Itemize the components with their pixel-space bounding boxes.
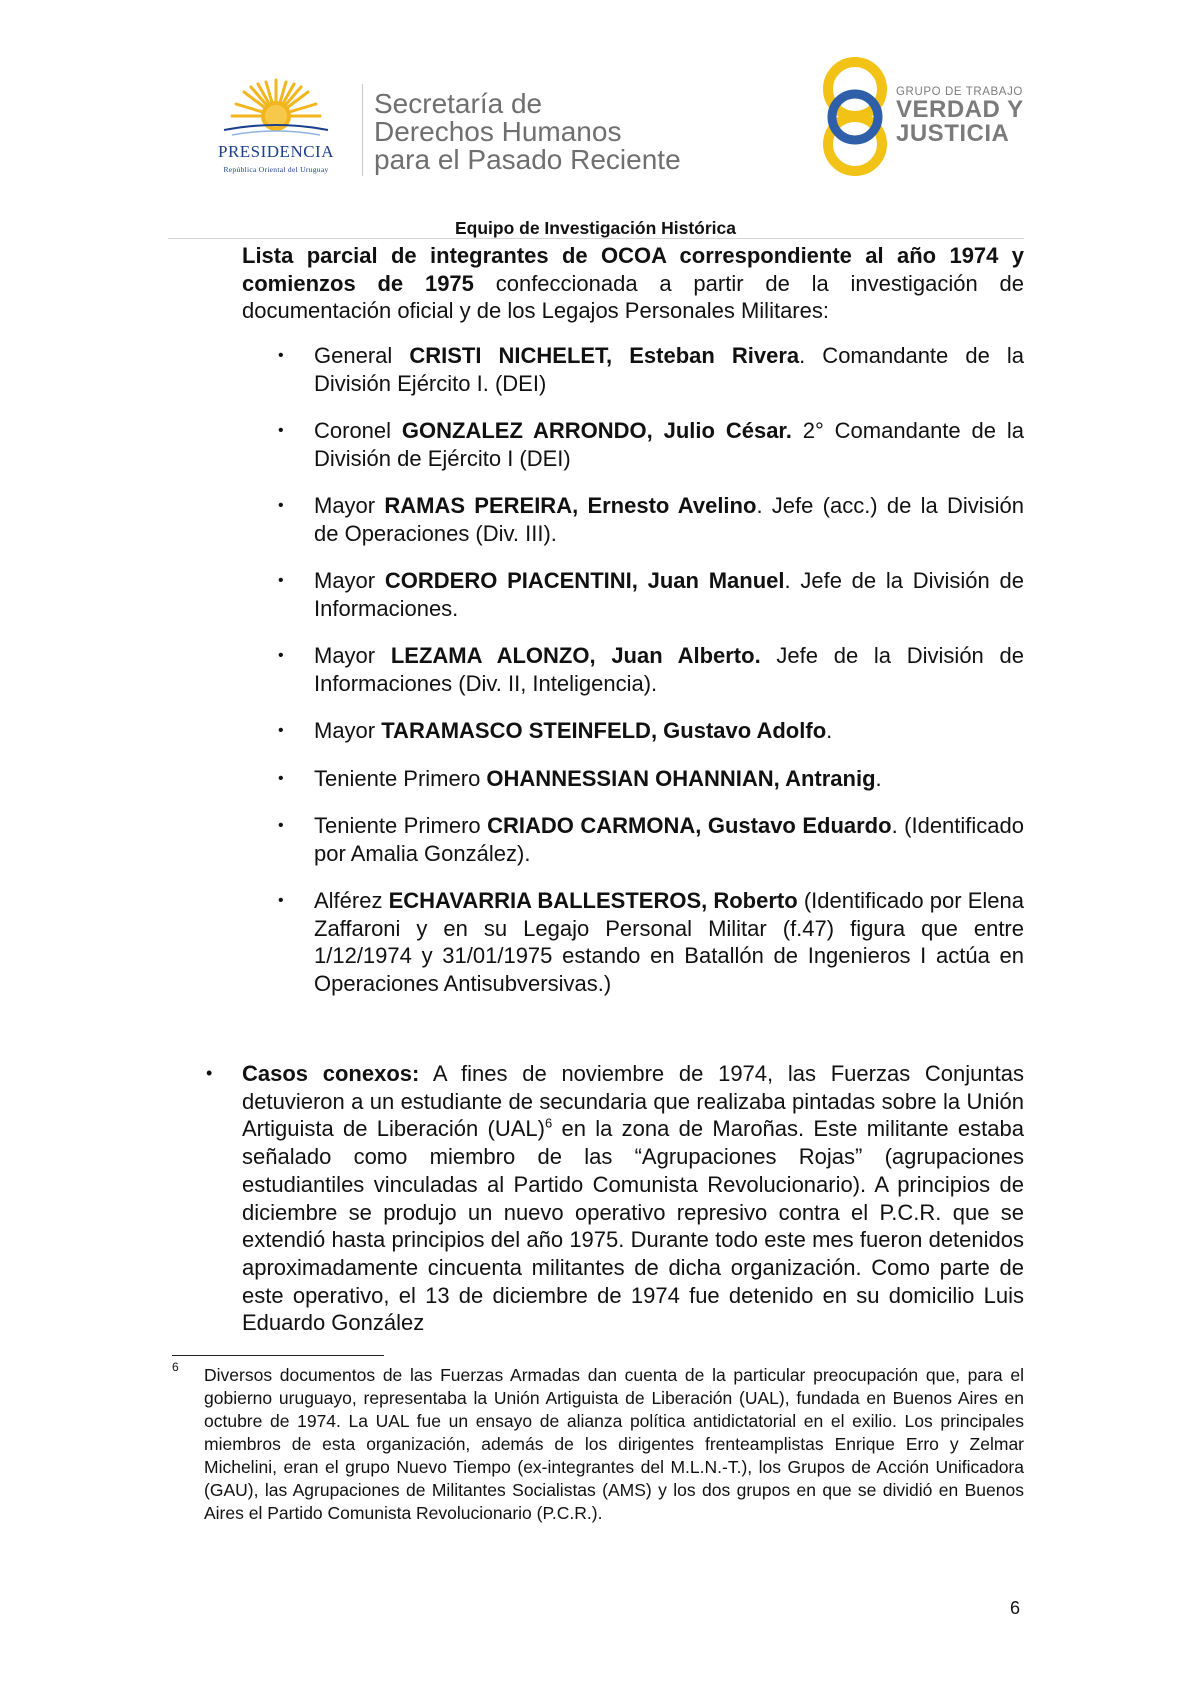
list-item	[242, 417, 1024, 472]
person-name: CORDERO PIACENTINI, Juan Manuel	[384, 568, 785, 593]
intro-text: confeccionada a partir de la investigación de documentación oficial y de los Legajos Personales Militares:	[242, 270, 1025, 323]
bullet-icon: •	[278, 722, 284, 739]
list-item	[242, 812, 1024, 867]
bullet-icon: •	[278, 817, 284, 834]
footnote-text: Diversos documentos de las Fuerzas Armadas dan cuenta de la particular preocupación que, para el gobierno uruguayo, representaba la Unión Artiguista de Liberación (UAL), fundada en Buenos Aires en octubre de 1974. La UAL fue un ensayo de alianza política antidictatorial en el exilio. Los principales miembros de esta organización, además de los dirigentes frenteamplistas Enrique Erro y Zelmar Michelini, eran el grupo Nuevo Tiempo (ex-integrantes del M.L.N.-T.), los Grupos de Acción Unificadora (GAU), las Agrupaciones de Militantes Socialistas (AMS) y los dos grupos en que se dividió en Buenos Aires el Partido Comunista Revolucionario (P.C.R.).	[204, 1365, 1024, 1523]
rank: Mayor	[314, 718, 382, 743]
team-title: Equipo de Investigación Histórica	[454, 218, 737, 238]
intro-paragraph	[242, 242, 1024, 325]
person-name: CRIADO CARMONA, Gustavo Eduardo	[487, 813, 892, 838]
casos-conexos-paragraph	[206, 1060, 1024, 1337]
sun-emblem-icon	[196, 78, 356, 140]
list-item	[242, 492, 1024, 547]
person-desc: (Identificado por Elena Zaffaroni y en su Legajo Personal Militar (f.47) figura que entre 1/12/1974 y 31/01/1975 estando en Batallón de Ingenieros I actúa en Operaciones Antisubversivas.)	[314, 888, 1024, 996]
rank: Alférez	[314, 888, 389, 913]
gvj-wordmark	[896, 86, 1024, 146]
rank: General	[314, 343, 410, 368]
secretaria-line-2: Derechos Humanos	[374, 116, 622, 147]
secretaria-line-1: Secretaría de	[374, 88, 543, 119]
header-divider	[362, 84, 363, 176]
footnote-separator	[172, 1355, 384, 1356]
bullet-icon: •	[278, 647, 284, 664]
person-desc: . (Identificado por Amalia González).	[314, 813, 1024, 866]
person-desc: Jefe de la División de Informaciones (Div. II, Inteligencia).	[314, 643, 1024, 696]
rank: Mayor	[314, 493, 385, 518]
list-item	[242, 717, 1024, 745]
page-number: 6	[1010, 1598, 1021, 1618]
list-item	[242, 642, 1024, 697]
rank: Teniente Primero	[314, 765, 487, 791]
bullet-icon: •	[278, 572, 284, 589]
personnel-list	[242, 342, 1024, 1017]
conexos-text-a: A fines de noviembre de 1974, las Fuerzas Conjuntas detuvieron a un estudiante de secundaria que realizaba pintadas sobre la Unión Artiguista de Liberación (UAL)	[242, 1061, 1024, 1142]
person-desc: . Comandante de la División Ejército I. (DEI)	[314, 343, 1024, 396]
person-desc: 2° Comandante de la División de Ejército I (DEI)	[314, 418, 1024, 471]
list-item	[242, 765, 1024, 793]
person-name: GONZALEZ ARRONDO, Julio César.	[401, 418, 792, 443]
gvj-small-text: GRUPO DE TRABAJO	[896, 86, 1023, 98]
page-header	[0, 0, 1191, 200]
person-desc: . Jefe de la División de Informaciones.	[314, 568, 1024, 621]
rank: Mayor	[314, 568, 385, 593]
person-name: TARAMASCO STEINFELD, Gustavo Adolfo	[381, 718, 827, 743]
person-name: ECHAVARRIA BALLESTEROS, Roberto	[388, 888, 798, 913]
bullet-icon: •	[278, 422, 284, 439]
bullet-icon: •	[278, 347, 284, 364]
presidencia-logo	[196, 78, 356, 178]
presidencia-subtitle: República Oriental del Uruguay	[223, 165, 329, 174]
presidencia-name: PRESIDENCIA	[217, 142, 334, 161]
bullet-icon: •	[278, 769, 284, 787]
secretaria-title	[374, 90, 681, 174]
verdad-justicia-logo	[815, 56, 1027, 181]
rank: Coronel	[314, 418, 402, 443]
gvj-line-1: VERDAD Y	[896, 96, 1024, 123]
person-desc: . Jefe (acc.) de la División de Operaciones (Div. III).	[314, 493, 1024, 546]
person-desc: .	[875, 765, 882, 791]
person-name: RAMAS PEREIRA, Ernesto Avelino	[384, 493, 757, 518]
person-name: CRISTI NICHELET, Esteban Rivera	[409, 343, 800, 368]
secretaria-line-3: para el Pasado Reciente	[374, 144, 681, 175]
person-name: LEZAMA ALONZO, Juan Alberto.	[390, 643, 761, 668]
footnote-number: 6	[172, 1360, 179, 1374]
intro-bold: Lista parcial de integrantes de OCOA correspondiente al año 1974 y comienzos de 1975	[242, 243, 1024, 296]
list-item	[242, 342, 1024, 397]
rings-icon	[815, 56, 895, 181]
person-name: OHANNESSIAN OHANNIAN, Antranig	[486, 765, 876, 791]
person-desc: .	[826, 718, 833, 743]
conexos-label: Casos conexos:	[242, 1061, 420, 1086]
bullet-icon: •	[206, 1063, 213, 1083]
conexos-text-b: en la zona de Maroñas. Este militante estaba señalado como miembro de las “Agrupaciones Rojas” (agrupaciones estudiantiles vinculadas al Partido Comunista Revolucionario). A principios de diciembre se produjo un nuevo operativo represivo contra el P.C.R. que se extendió hasta principios del año 1975. Durante todo este mes fueron detenidos aproximadamente cincuenta militantes de dicha organización. Como parte de este operativo, el 13 de diciembre de 1974 fue detenido en su domicilio Luis Eduardo González	[242, 1116, 1024, 1336]
team-divider	[168, 238, 1024, 239]
rank: Mayor	[314, 643, 391, 668]
bullet-icon: •	[278, 497, 284, 514]
list-item	[242, 887, 1024, 997]
gvj-line-2: JUSTICIA	[896, 120, 1010, 147]
footnote-ref[interactable]: 6	[545, 1116, 553, 1132]
bullet-icon: •	[278, 892, 284, 909]
list-item	[242, 567, 1024, 622]
rank: Teniente Primero	[314, 813, 488, 838]
